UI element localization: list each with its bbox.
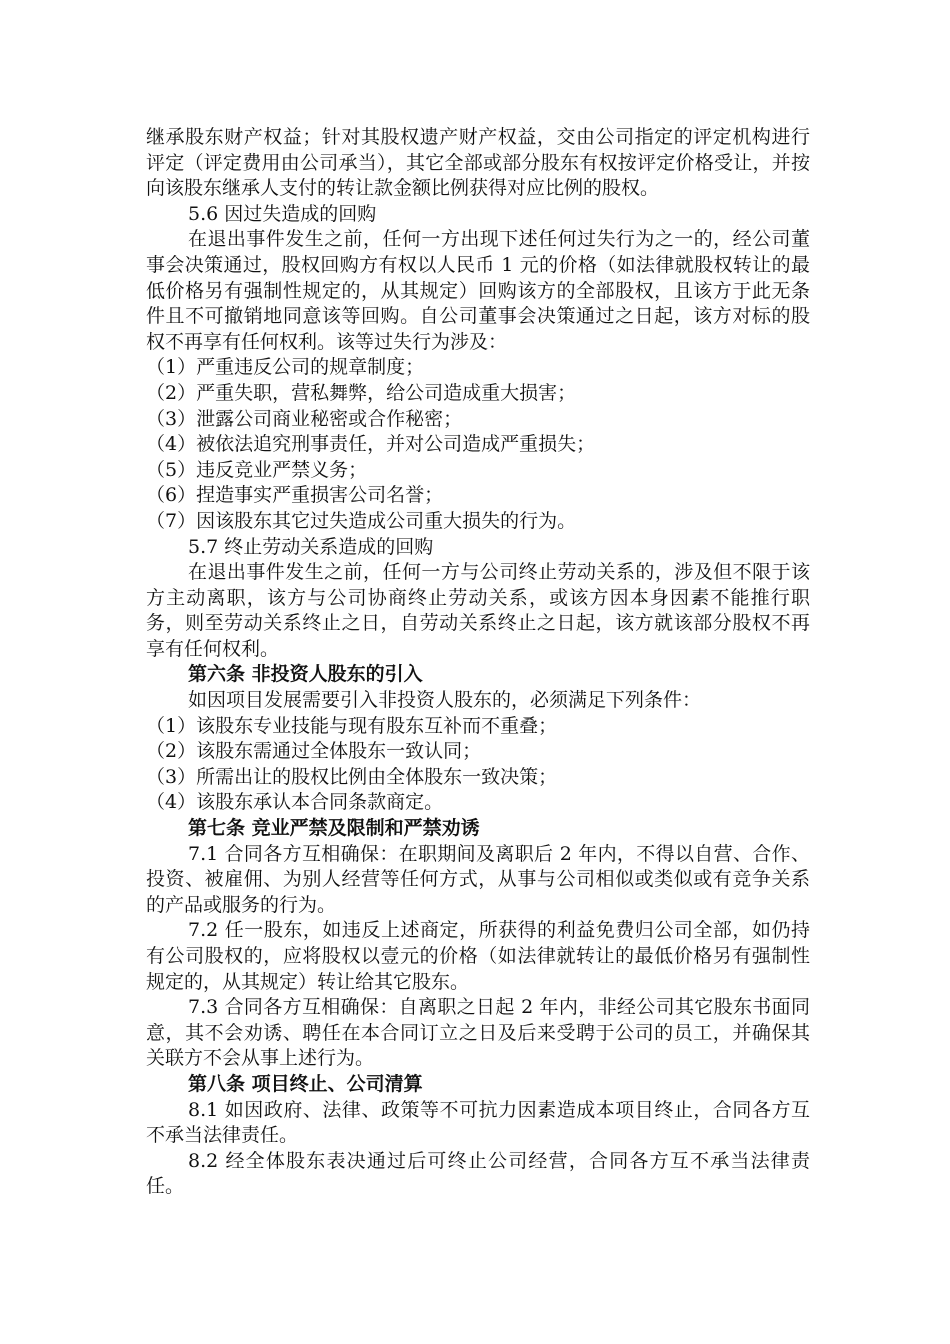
- list-item: （1）严重违反公司的规章制度；: [146, 356, 425, 379]
- list-item: （6）捏造事实严重损害公司名誉；: [146, 484, 444, 507]
- list-item: （7）因该股东其它过失造成公司重大损失的行为。: [146, 509, 577, 532]
- list-item: （5）违反竞业严禁义务；: [146, 458, 368, 481]
- article-heading: 第七条 竞业严禁及限制和严禁劝诱: [188, 817, 480, 840]
- body-paragraph: 8.2 经全体股东表决通过后可终止公司经营，合同各方互不承当法律责任。: [146, 1149, 810, 1198]
- body-paragraph: 8.1 如因政府、法律、政策等不可抗力因素造成本项目终止，合同各方互不承当法律责任。: [146, 1098, 810, 1147]
- document-body: [146, 125, 810, 1200]
- body-paragraph: 如因项目发展需要引入非投资人股东的，必须满足下列条件：: [188, 689, 702, 712]
- body-paragraph: 在退出事件发生之前，任何一方与公司终止劳动关系的，涉及但不限于该方主动离职，该方与公司协商终止劳动关系，或该方因本身因素不能推行职务，则至劳动关系终止之日，自劳动关系终止之日起，该方就该部分股权不再享有任何权利。: [146, 561, 810, 660]
- list-item: （3）所需出让的股权比例由全体股东一致决策；: [146, 765, 558, 788]
- list-item: （2）严重失职，营私舞弊，给公司造成重大损害；: [146, 381, 577, 404]
- list-item: （4）该股东承认本合同条款商定。: [146, 791, 444, 814]
- body-paragraph: 继承股东财产权益；针对其股权遗产财产权益，交由公司指定的评定机构进行评定（评定费用由公司承当），其它全部或部分股东有权按评定价格受让，并按向该股东继承人支付的转让款金额比例获得对应比例的股权。: [146, 126, 810, 200]
- body-paragraph: 7.2 任一股东，如违反上述商定，所获得的利益免费归公司全部，如仍持有公司股权的，应将股权以壹元的价格（如法律就转让的最低价格另有强制性规定的，从其规定）转让给其它股东。: [146, 919, 810, 993]
- article-heading: 第八条 项目终止、公司清算: [188, 1072, 423, 1095]
- body-paragraph: 7.1 合同各方互相确保：在职期间及离职后 2 年内，不得以自营、合作、投资、被雇佣、为别人经营等任何方式，从事与公司相似或类似或有竞争关系的产品或服务的行为。: [146, 842, 810, 916]
- list-item: （4）被依法追究刑事责任，并对公司造成严重损失；: [146, 433, 596, 456]
- list-item: （1）该股东专业技能与现有股东互补而不重叠；: [146, 714, 558, 737]
- body-paragraph: 7.3 合同各方互相确保：自离职之日起 2 年内，非经公司其它股东书面同意，其不会劝诱、聘任在本合同订立之日及后来受聘于公司的员工，并确保其关联方不会从事上述行为。: [146, 996, 810, 1070]
- list-item: （3）泄露公司商业秘密或合作秘密；: [146, 407, 463, 430]
- list-item: （2）该股东需通过全体股东一致认同；: [146, 740, 482, 763]
- section-subheading: 5.6 因过失造成的回购: [188, 202, 377, 225]
- article-heading: 第六条 非投资人股东的引入: [188, 663, 423, 686]
- section-subheading: 5.7 终止劳动关系造成的回购: [188, 535, 434, 558]
- body-paragraph: 在退出事件发生之前，任何一方出现下述任何过失行为之一的，经公司董事会决策通过，股权回购方有权以人民币 1 元的价格（如法律就股权转让的最低价格另有强制性规定的，从其规定）回购该方的全部股权，且该方于此无条件且不可撤销地同意该等回购。自公司董事会决策通过之日起，该方对标的股权不再享有任何权利。该等过失行为涉及：: [146, 228, 810, 353]
